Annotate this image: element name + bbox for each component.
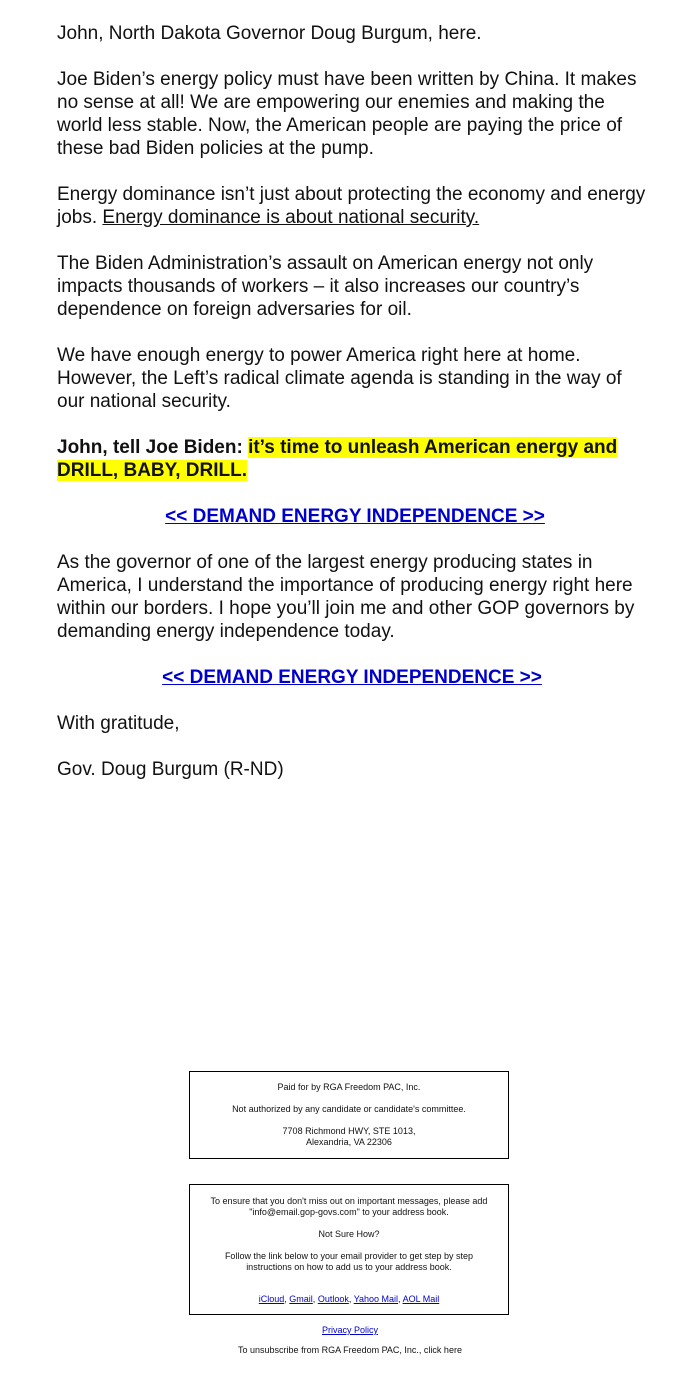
provider-separator: , [348, 1294, 354, 1304]
address-line-2: Alexandria, VA 22306 [306, 1137, 392, 1147]
signoff: With gratitude, [57, 713, 180, 734]
provider-link-yahoo[interactable]: Yahoo Mail [353, 1294, 399, 1304]
privacy-policy-link[interactable]: Privacy Policy [321, 1325, 378, 1335]
demand-independence-cta-2 [57, 666, 647, 689]
signature: Gov. Doug Burgum (R-ND) [57, 759, 284, 780]
paragraph-china: Joe Biden’s energy policy must have been written by China. It makes no sense at all! We are empowering our enemies and making the world less stable. Now, the American people are paying the price of these bad Biden policies at the pump. [57, 69, 637, 159]
provider-link-outlook[interactable]: Outlook [317, 1294, 349, 1304]
address-book-intro: To ensure that you don't miss out on important messages, please add "info@email.gop-govs.com" to your address book. [210, 1196, 488, 1217]
paragraph-dominance [57, 183, 647, 229]
provider-link-icloud[interactable]: iCloud [258, 1294, 285, 1304]
provider-separator: , [312, 1294, 318, 1304]
address-book-box [189, 1184, 509, 1315]
not-sure-how: Not Sure How? [318, 1229, 380, 1239]
address-line-1: 7708 Richmond HWY, STE 1013, [282, 1126, 416, 1136]
dominance-text: Energy dominance isn’t just about protecting the economy and energy jobs. [57, 184, 646, 228]
disclaimer-box [189, 1071, 509, 1159]
privacy-policy-row [0, 1325, 700, 1336]
ask-plain: John, tell Joe Biden: [57, 437, 249, 458]
greeting: John, North Dakota Governor Doug Burgum, here. [57, 23, 482, 44]
provider-link-gmail[interactable]: Gmail [289, 1294, 313, 1304]
unsubscribe-text[interactable]: To unsubscribe from RGA Freedom PAC, Inc., click here [238, 1345, 462, 1355]
call-to-action-text [57, 436, 647, 482]
demand-independence-link-1[interactable]: << DEMAND ENERGY INDEPENDENCE >> [165, 506, 545, 527]
not-authorized-text: Not authorized by any candidate or candidate's committee. [232, 1104, 466, 1114]
email-body [57, 22, 647, 804]
ask-highlight: it’s time to unleash American energy and DRILL, BABY, DRILL. [57, 437, 618, 481]
paragraph-enough-energy: We have enough energy to power America right here at home. However, the Left’s radical climate agenda is standing in the way of our national security. [57, 345, 622, 412]
provider-link-aol[interactable]: AOL Mail [402, 1294, 440, 1304]
provider-links [204, 1294, 494, 1305]
address-book-instructions: Follow the link below to your email provider to get step by step instructions on how to add us to your address book. [224, 1251, 474, 1272]
demand-independence-link-2[interactable]: << DEMAND ENERGY INDEPENDENCE >> [162, 667, 542, 688]
dominance-underlined: Energy dominance is about national security. [102, 207, 480, 228]
mailing-address [202, 1126, 496, 1148]
provider-separator: , [398, 1294, 403, 1304]
provider-separator: , [284, 1294, 290, 1304]
demand-independence-cta-1 [57, 505, 647, 528]
paid-for-text: Paid for by RGA Freedom PAC, Inc. [277, 1082, 421, 1092]
paragraph-governor: As the governor of one of the largest energy producing states in America, I understand the importance of producing energy right here within our borders. I hope you’ll join me and other GOP governors by demanding energy independence today. [57, 552, 635, 642]
paragraph-assault: The Biden Administration’s assault on American energy not only impacts thousands of workers – it also increases our country’s dependence on foreign adversaries for oil. [57, 253, 594, 320]
